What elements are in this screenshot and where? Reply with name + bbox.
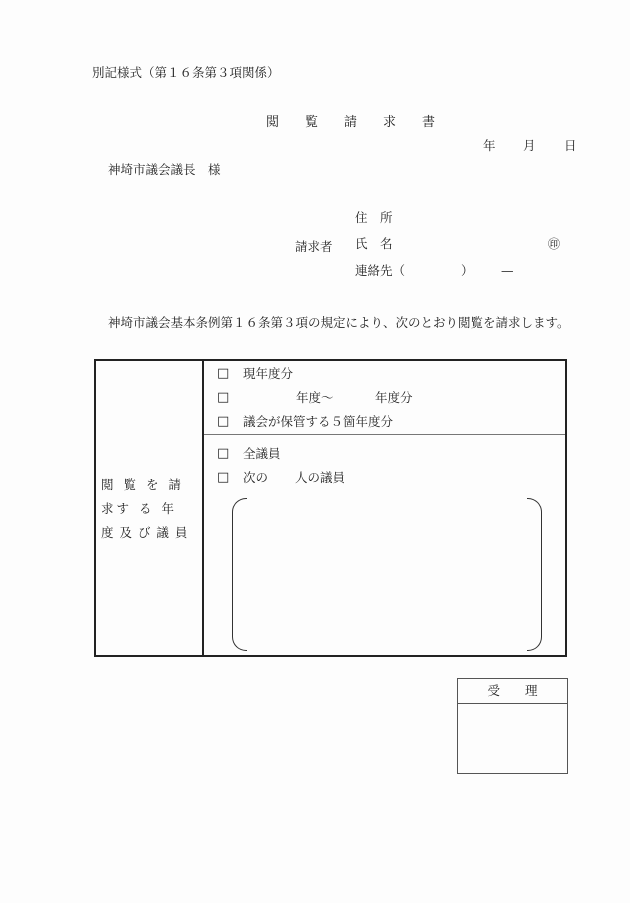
row-label-line-3: 度 及 び 議 員 bbox=[101, 525, 189, 540]
document-title: 閲 覧 請 求 書 bbox=[266, 115, 436, 130]
address-label: 住 所 bbox=[355, 210, 393, 225]
checkbox-all-members[interactable]: □ bbox=[217, 446, 230, 461]
row-label-line-1: 閲 覧 を 請 bbox=[101, 477, 184, 492]
date-year-label: 年 bbox=[483, 138, 496, 153]
address-field[interactable] bbox=[400, 208, 570, 228]
member-names-field[interactable] bbox=[232, 498, 542, 651]
option-five-years-label: 議会が保管する５箇年度分 bbox=[243, 414, 394, 429]
receipt-title: 受 理 bbox=[458, 679, 567, 704]
year-range-end-field[interactable] bbox=[336, 388, 374, 406]
checkbox-specific-members[interactable]: □ bbox=[217, 470, 230, 485]
receipt-box bbox=[457, 678, 568, 774]
contact-number-field[interactable] bbox=[520, 262, 570, 280]
left-bracket-icon bbox=[232, 498, 247, 651]
contact-area-code-field[interactable] bbox=[416, 262, 460, 280]
checkbox-five-years[interactable]: □ bbox=[217, 414, 230, 429]
contact-label: 連絡先（ bbox=[355, 263, 406, 278]
name-label: 氏 名 bbox=[355, 236, 393, 251]
option-year-range-part2: 年度分 bbox=[375, 390, 413, 405]
column-divider bbox=[202, 361, 204, 655]
checkbox-current-year[interactable]: □ bbox=[217, 366, 230, 381]
year-range-start-field[interactable] bbox=[243, 388, 293, 406]
option-specific-members-part1: 次の bbox=[243, 470, 269, 485]
receipt-stamp-area bbox=[458, 704, 567, 774]
checkbox-year-range[interactable]: □ bbox=[217, 390, 230, 405]
date-day-label: 日 bbox=[564, 138, 577, 153]
option-specific-members-part2: 人の議員 bbox=[295, 470, 346, 485]
request-statement: 神埼市議会基本条例第１６条第３項の規定により、次のとおり閲覧を請求します。 bbox=[108, 315, 570, 330]
right-bracket-icon bbox=[527, 498, 542, 651]
option-current-year-label: 現年度分 bbox=[243, 366, 294, 381]
addressee: 神埼市議会議長 様 bbox=[108, 162, 221, 177]
name-field[interactable] bbox=[400, 234, 530, 254]
seal-icon: ㊞ bbox=[548, 237, 561, 251]
member-count-field[interactable] bbox=[270, 468, 294, 486]
contact-dash: — bbox=[501, 263, 514, 278]
form-reference: 別記様式（第１６条第３項関係） bbox=[92, 65, 280, 80]
section-divider bbox=[204, 434, 565, 435]
row-label-line-2: 求す る 年 bbox=[101, 501, 177, 516]
option-all-members-label: 全議員 bbox=[243, 446, 281, 461]
date-month-label: 月 bbox=[523, 138, 536, 153]
contact-paren-close: ） bbox=[461, 263, 474, 278]
option-year-range-part1: 年度～ bbox=[296, 390, 334, 405]
requester-label: 請求者 bbox=[295, 239, 333, 254]
